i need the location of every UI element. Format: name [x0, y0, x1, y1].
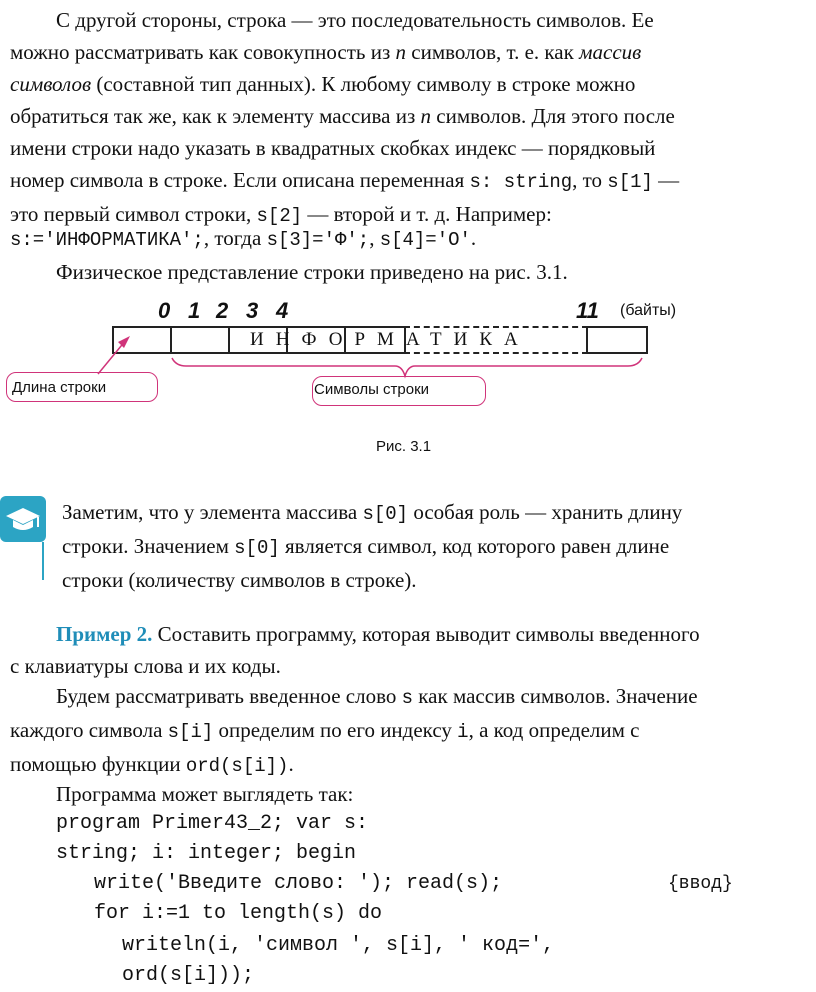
code-line: program Primer43_2; var s:: [56, 812, 369, 835]
graduation-cap-icon: [0, 496, 46, 542]
index-label: 1: [188, 298, 201, 323]
code-line: for i:=1 to length(s) do: [94, 902, 383, 925]
index-label: 3: [246, 298, 259, 323]
example2-heading: [10, 618, 810, 682]
text-line: Будем рассматривать введенное слово s как массив символов. Значение: [56, 684, 698, 709]
note-text: [62, 496, 806, 596]
last-index-label: 11: [576, 298, 599, 323]
text-line: это первый символ строки, s[2] — второй и т. д. Например:: [10, 202, 552, 227]
text-line: Заметим, что у элемента массива s[0] особая роль — хранить длину: [62, 500, 683, 525]
text-line: Пример 2. Составить программу, которая выводит символы введенного: [56, 622, 700, 646]
program-intro: Программа может выглядеть так:: [56, 782, 354, 806]
text-line: обратиться так же, как к элементу массива из n символов. Для этого после: [10, 104, 675, 128]
note-bar: [42, 542, 44, 580]
text-line: каждого символа s[i] определим по его индексу i, а код определим с: [10, 718, 640, 743]
text-line: помощью функции ord(s[i]).: [10, 752, 294, 777]
figure-connectors: [0, 0, 816, 420]
example-line: s:='ИНФОРМАТИКА';, тогда s[3]='Ф';, s[4]='О'.: [10, 226, 477, 251]
chars-brace: [172, 358, 642, 376]
length-label: Длина строки: [12, 379, 107, 396]
figure-caption: Рис. 3.1: [376, 438, 432, 455]
code-line: write('Введите слово: '); read(s);: [94, 872, 503, 895]
code-line: ord(s[i]));: [122, 964, 255, 987]
code-line: writeln(i, 'символ ', s[i], ' код=',: [122, 934, 555, 957]
text-line: с клавиатуры слова и их коды.: [10, 654, 281, 678]
index-label: 4: [276, 298, 289, 323]
text-line: номер символа в строке. Если описана переменная s: string, то s[1] —: [10, 168, 680, 193]
code-comment: {ввод}: [668, 874, 733, 894]
text-line: строки (количеству символов в строке).: [62, 568, 417, 592]
text-line: строки. Значением s[0] является символ, код которого равен длине: [62, 534, 670, 559]
index-label: 2: [216, 298, 229, 323]
text-line: можно рассматривать как совокупность из n символов, т. е. как массив: [10, 40, 642, 64]
bytes-label: (байты): [620, 302, 677, 319]
text-line: символов (составной тип данных). К любому символу в строке можно: [10, 72, 636, 96]
text-line: С другой стороны, строка — это последовательность символов. Ее: [56, 8, 654, 32]
arrow-head: [118, 336, 130, 348]
index-label: 0: [158, 298, 171, 323]
string-letters: ИНФОРМАТИКА: [250, 329, 530, 350]
figure-reference: Физическое представление строки приведено на рис. 3.1.: [56, 260, 568, 284]
text-line: имени строки надо указать в квадратных скобках индекс — порядковый: [10, 136, 656, 160]
code-line: string; i: integer; begin: [56, 842, 357, 865]
paragraph-explanation: [10, 680, 810, 782]
chars-label: Символы строки: [314, 381, 430, 398]
